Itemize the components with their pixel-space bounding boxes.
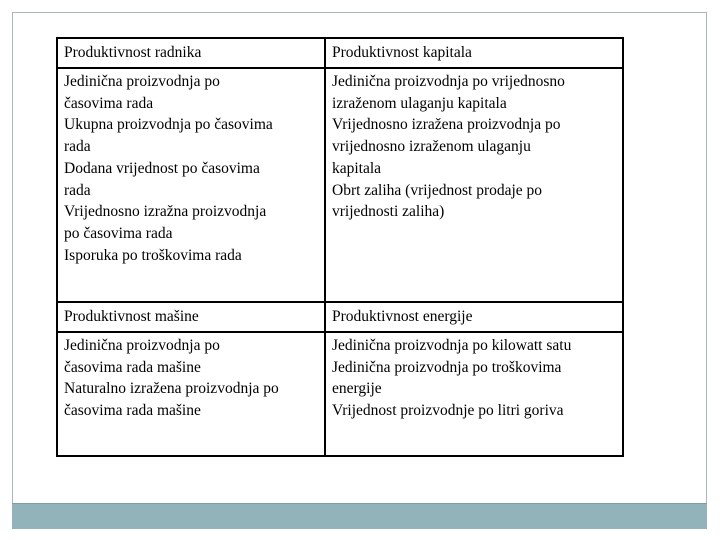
list-item: Naturalno izražena proizvodnja po	[64, 380, 279, 398]
list-item: Vrijednost proizvodnje po litri goriva	[332, 402, 564, 420]
list-item: časovima rada mašine	[64, 402, 201, 420]
list-item: Ukupna proizvodnja po časovima	[64, 116, 273, 134]
list-item: kapitala	[332, 159, 382, 177]
header-cell-machine-productivity: Produktivnost mašine	[57, 302, 325, 332]
list-item: Isporuka po troškovima rada	[64, 246, 242, 264]
list-item: vrijednosti zaliha)	[332, 203, 445, 221]
list-item: Jedinična proizvodnja po	[64, 73, 220, 90]
list-item: vrijednosno izraženom ulaganju	[332, 138, 531, 156]
header-cell-labor-productivity: Produktivnost radnika	[57, 38, 325, 68]
list-item: Vrijednosno izražena proizvodnja po	[332, 116, 561, 134]
cell-machine-measures	[57, 332, 325, 456]
list-item: časovima rada	[64, 94, 154, 112]
list-item: Vrijednosno izražna proizvodnja	[64, 203, 267, 221]
list-item: Jedinična proizvodnja po vrijednosno	[332, 73, 565, 90]
table-header-row-top	[57, 38, 623, 68]
header-cell-capital-productivity: Produktivnost kapitala	[325, 38, 623, 68]
table-header-row-bottom	[57, 302, 623, 332]
table-row	[57, 68, 623, 302]
list-item: po časovima rada	[64, 224, 173, 242]
list-item: Jedinična proizvodnja po kilowatt satu	[332, 337, 572, 354]
productivity-table	[56, 37, 624, 457]
list-item: Jedinična proizvodnja po	[64, 337, 220, 354]
list-item: izraženom ulaganju kapitala	[332, 94, 507, 112]
list-item: energije	[332, 380, 382, 398]
cell-capital-measures	[325, 68, 623, 302]
footer-band	[12, 503, 707, 529]
table-row	[57, 332, 623, 456]
list-item: Obrt zaliha (vrijednost prodaje po	[332, 181, 543, 199]
list-item: rada	[64, 181, 91, 199]
list-item: časovima rada mašine	[64, 358, 201, 376]
list-item: rada	[64, 138, 91, 156]
list-item: Jedinična proizvodnja po troškovima	[332, 358, 562, 376]
header-cell-energy-productivity: Produktivnost energije	[325, 302, 623, 332]
cell-energy-measures	[325, 332, 623, 456]
list-item: Dodana vrijednost po časovima	[64, 159, 260, 177]
cell-labor-measures	[57, 68, 325, 302]
